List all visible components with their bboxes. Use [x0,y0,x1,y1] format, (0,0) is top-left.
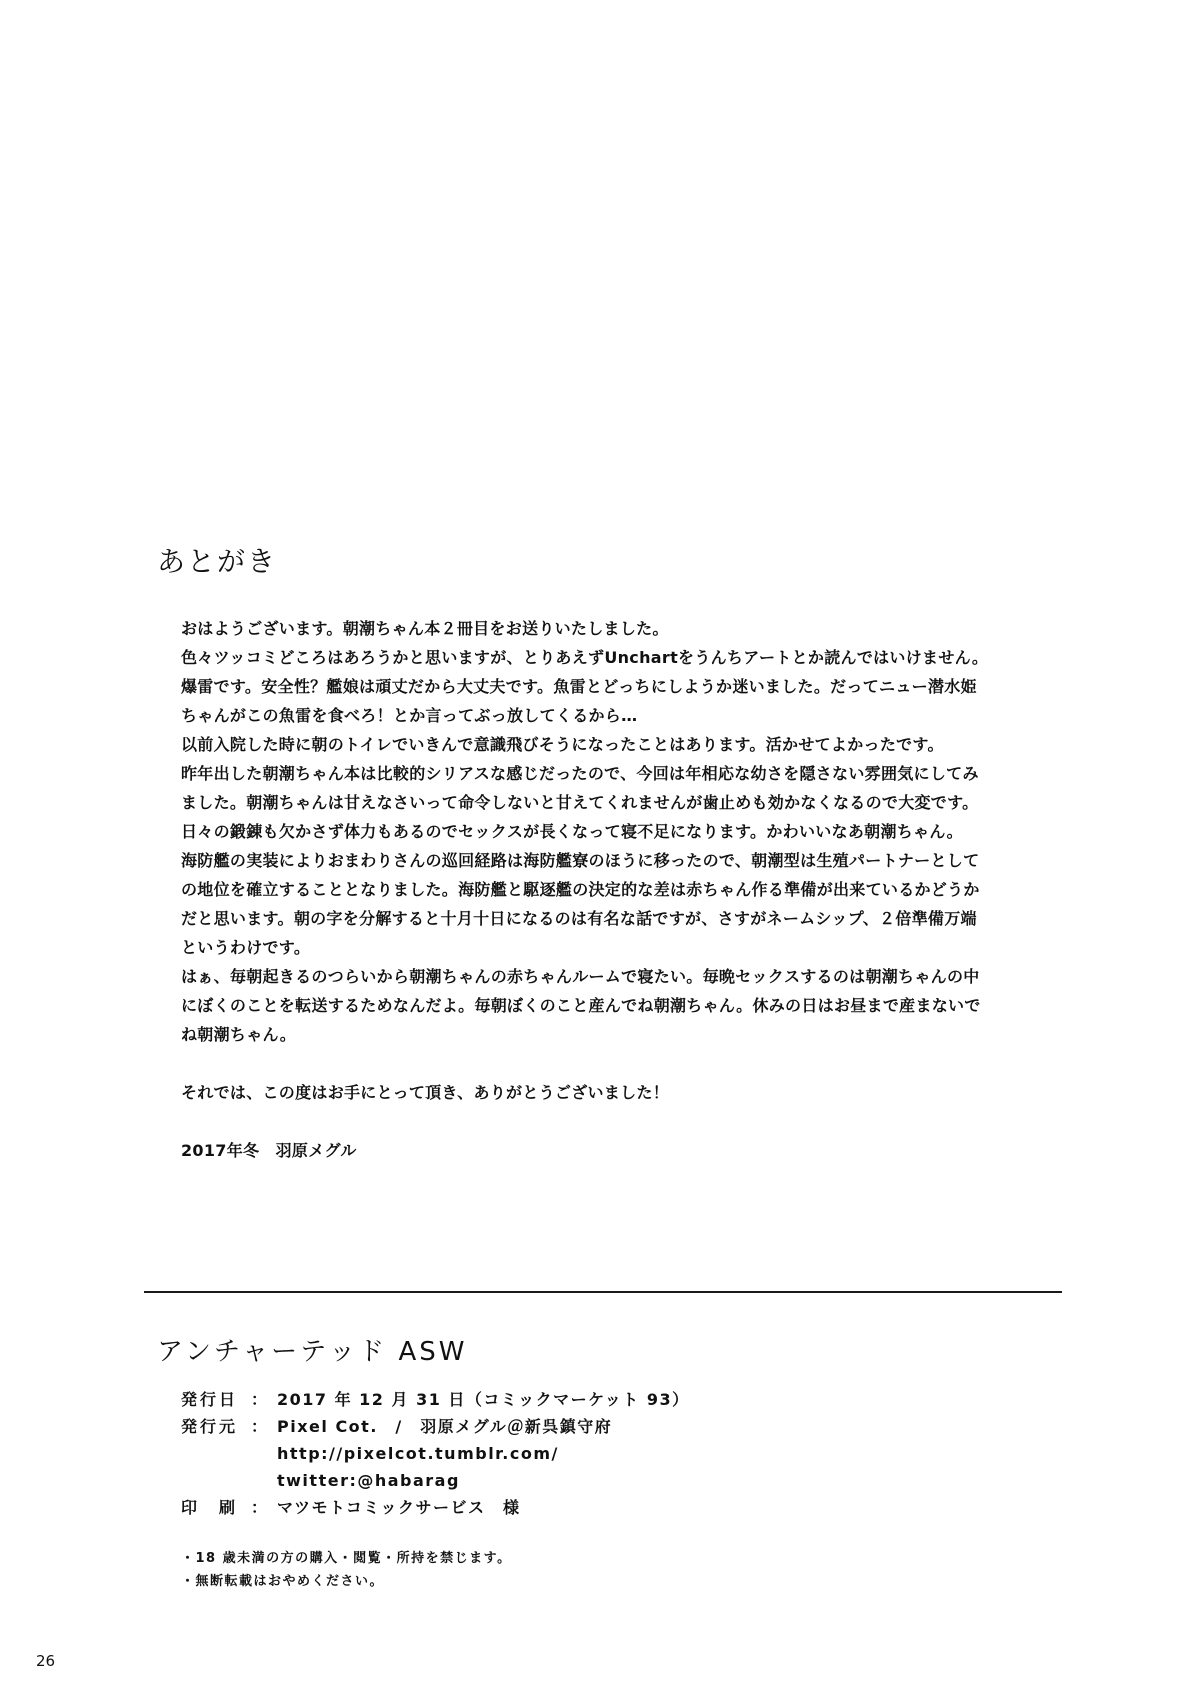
publisher-url: http://pixelcot.tumblr.com/ [277,1444,559,1463]
page-number: 26 [36,1652,56,1670]
twitter-row [181,1467,690,1494]
publisher-separator: ： [251,1417,269,1436]
legal-notes [181,1547,512,1593]
afterword-title: あとがき [157,545,278,578]
afterword-line: というわけです。 [181,938,311,957]
issue-date-value: 2017 年 12 月 31 日（コミックマーケット 93） [277,1390,690,1409]
afterword-line: はぁ、毎朝起きるのつらいから朝潮ちゃんの赤ちゃんルームで寝たい。毎晩セックスするのは朝潮ちゃんの中 [181,967,980,986]
afterword-line: おはようございます。朝潮ちゃん本２冊目をお送りいたしました。 [181,619,669,638]
issue-date-label: 発行日 [181,1390,239,1409]
afterword-line: 爆雷です。安全性？艦娘は頑丈だから大丈夫です。魚雷とどっちにしようか迷いました。だってニュー潜水姫 [181,677,977,696]
afterword-line: にぼくのことを転送するためなんだよ。毎朝ぼくのこと産んでね朝潮ちゃん。休みの日はお昼まで産まないで [181,996,981,1015]
no-reprint-note: ・無断転載はおやめください。 [181,1574,385,1589]
publisher-twitter: twitter:@habarag [277,1471,460,1490]
afterword-line: ちゃんがこの魚雷を食べろ！とか言ってぶっ放してくるから… [181,706,638,725]
publisher-value: Pixel Cot. / 羽原メグル＠新呉鎮守府 [277,1417,613,1436]
issue-date-row [181,1386,690,1413]
publisher-row [181,1413,690,1440]
afterword-line: 色々ツッコミどころはあろうかと思いますが、とりあえずUnchartをうんちアートとか読んではいけません。 [181,648,989,667]
publisher-label: 発行元 [181,1417,239,1436]
printer-row [181,1494,690,1521]
issue-date-separator: ： [251,1390,269,1409]
afterword-line: ね朝潮ちゃん。 [181,1025,297,1044]
printer-value: マツモトコミックサービス 様 [277,1498,521,1517]
afterword-line: 昨年出した朝潮ちゃん本は比較的シリアスな感じだったので、今回は年相応な幼さを隠さない雰囲気にしてみ [181,764,979,783]
afterword-line: だと思います。朝の字を分解すると十月十日になるのは有名な話ですが、さすがネームシップ、２倍準備万端 [181,909,977,928]
afterword-line: の地位を確立することとなりました。海防艦と駆逐艦の決定的な差は赤ちゃん作る準備が出来ているかどうか [181,880,980,899]
paragraph-gap [181,1049,1061,1078]
afterword-line: ました。朝潮ちゃんは甘えなさいって命令しないと甘えてくれませんが歯止めも効かなくなるので大変です。 [181,793,979,812]
afterword-closing: それでは、この度はお手にとって頂き、ありがとうございました！ [181,1083,670,1102]
afterword-signature: 2017年冬 羽原メグル [181,1141,357,1160]
printer-label: 印 刷 [181,1498,239,1517]
printer-separator: ： [251,1498,269,1517]
url-row [181,1440,690,1467]
afterword-line: 海防艦の実装によりおまわりさんの巡回経路は海防艦寮のほうに移ったので、朝潮型は生殖パートナーとして [181,851,980,870]
afterword-line: 以前入院した時に朝のトイレでいきんで意識飛びそうになったことはあります。活かせてよかったです。 [181,735,944,754]
afterword-line: 日々の鍛錬も欠かさず体力もあるのでセックスが長くなって寝不足になります。かわいいなあ朝潮ちゃん。 [181,822,963,841]
colophon [181,1386,690,1521]
book-title: アンチャーテッド ASW [157,1337,468,1367]
age-restriction-note: ・18 歳未満の方の購入・閲覧・所持を禁じます。 [181,1551,512,1566]
section-divider [144,1291,1062,1293]
afterword-body [181,614,1061,1165]
